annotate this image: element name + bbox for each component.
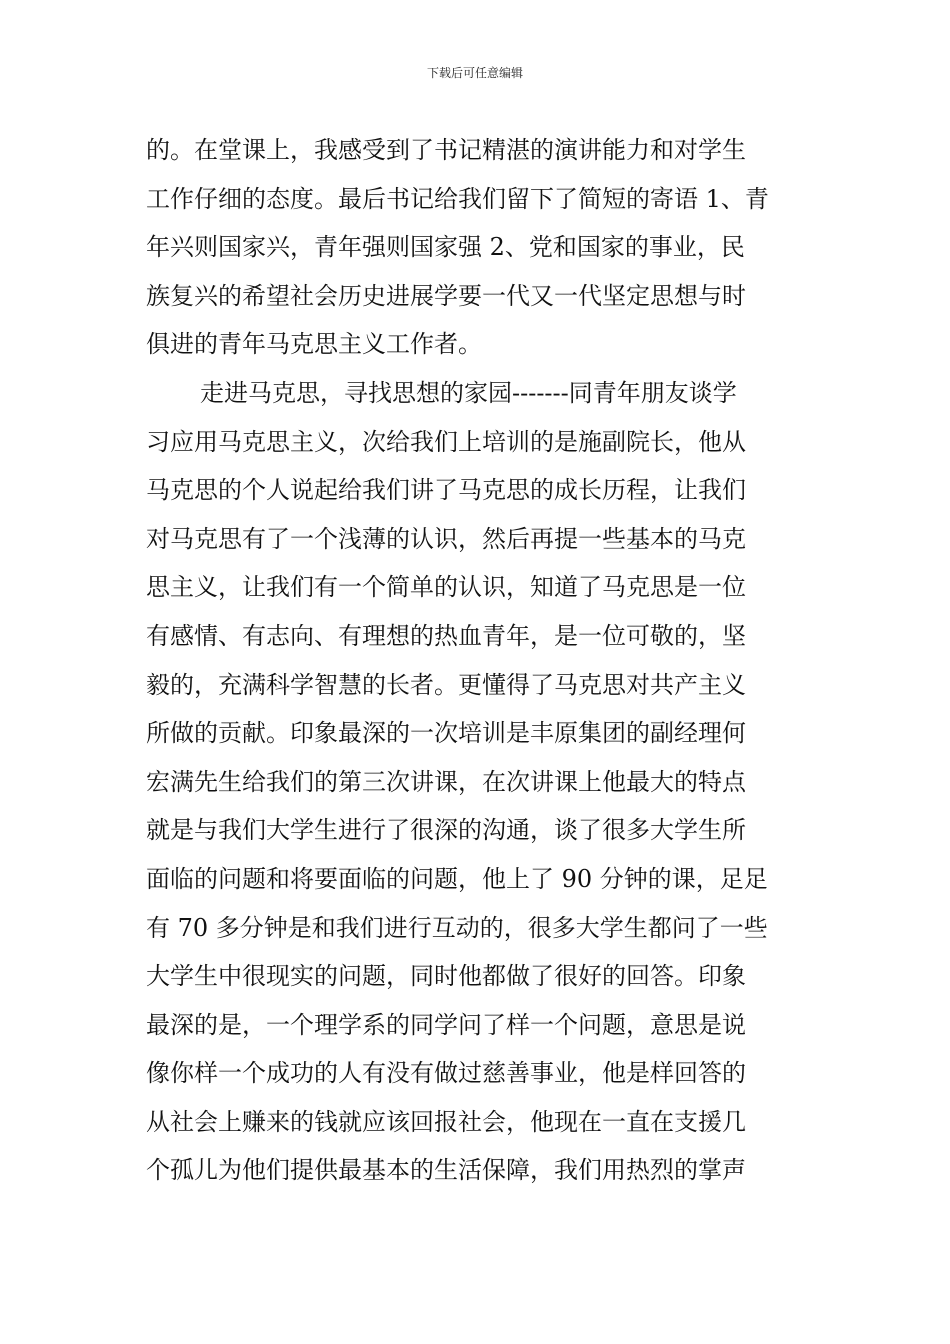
text-line: 像你样一个成功的人有没有做过慈善事业，他是样回答的	[146, 1059, 746, 1088]
text-line: 有 70 多分钟是和我们进行互动的，很多大学生都问了一些	[146, 913, 768, 942]
text-line: 对马克思有了一个浅薄的认识，然后再提一些基本的马克	[146, 524, 746, 553]
text-line: 最深的是，一个理学系的同学问了样一个问题，意思是说	[146, 1010, 746, 1039]
text-line: 大学生中很现实的问题，同时他都做了很好的回答。印象	[146, 962, 746, 991]
text-line: 有感情、有志向、有理想的热血青年，是一位可敬的，坚	[146, 621, 746, 650]
text-line: 从社会上赚来的钱就应该回报社会，他现在一直在支援几	[146, 1107, 746, 1136]
text-line: 的。在堂课上，我感受到了书记精湛的演讲能力和对学生	[146, 136, 746, 164]
text-line: 就是与我们大学生进行了很深的沟通，谈了很多大学生所	[146, 816, 746, 845]
text-line: 族复兴的希望社会历史进展学要一代又一代坚定思想与时	[146, 281, 746, 310]
text-line: 俱进的青年马克思主义工作者。	[146, 330, 482, 359]
text-line: 宏满先生给我们的第三次讲课，在次讲课上他最大的特点	[146, 767, 746, 796]
page-header: 下载后可任意编辑	[426, 66, 523, 80]
paragraph-first-line: 走进马克思，寻找思想的家园-------同青年朋友谈学	[200, 378, 737, 407]
text-line: 习应用马克思主义，次给我们上培训的是施副院长，他从	[146, 427, 746, 456]
text-line: 思主义，让我们有一个简单的认识，知道了马克思是一位	[146, 573, 746, 602]
text-line: 个孤儿为他们提供最基本的生活保障，我们用热烈的掌声	[146, 1156, 746, 1185]
text-line: 毅的，充满科学智慧的长者。更懂得了马克思对共产主义	[146, 670, 746, 699]
text-line: 所做的贡献。印象最深的一次培训是丰原集团的副经理何	[146, 719, 746, 748]
text-line: 年兴则国家兴，青年强则国家强 2、党和国家的事业，民	[146, 233, 745, 262]
text-line: 工作仔细的态度。最后书记给我们留下了简短的寄语 1、青	[146, 184, 769, 213]
body-text	[146, 126, 806, 1195]
text-line: 面临的问题和将要面临的问题，他上了 90 分钟的课，足足	[146, 864, 768, 893]
text-line: 马克思的个人说起给我们讲了马克思的成长历程，让我们	[146, 476, 746, 505]
